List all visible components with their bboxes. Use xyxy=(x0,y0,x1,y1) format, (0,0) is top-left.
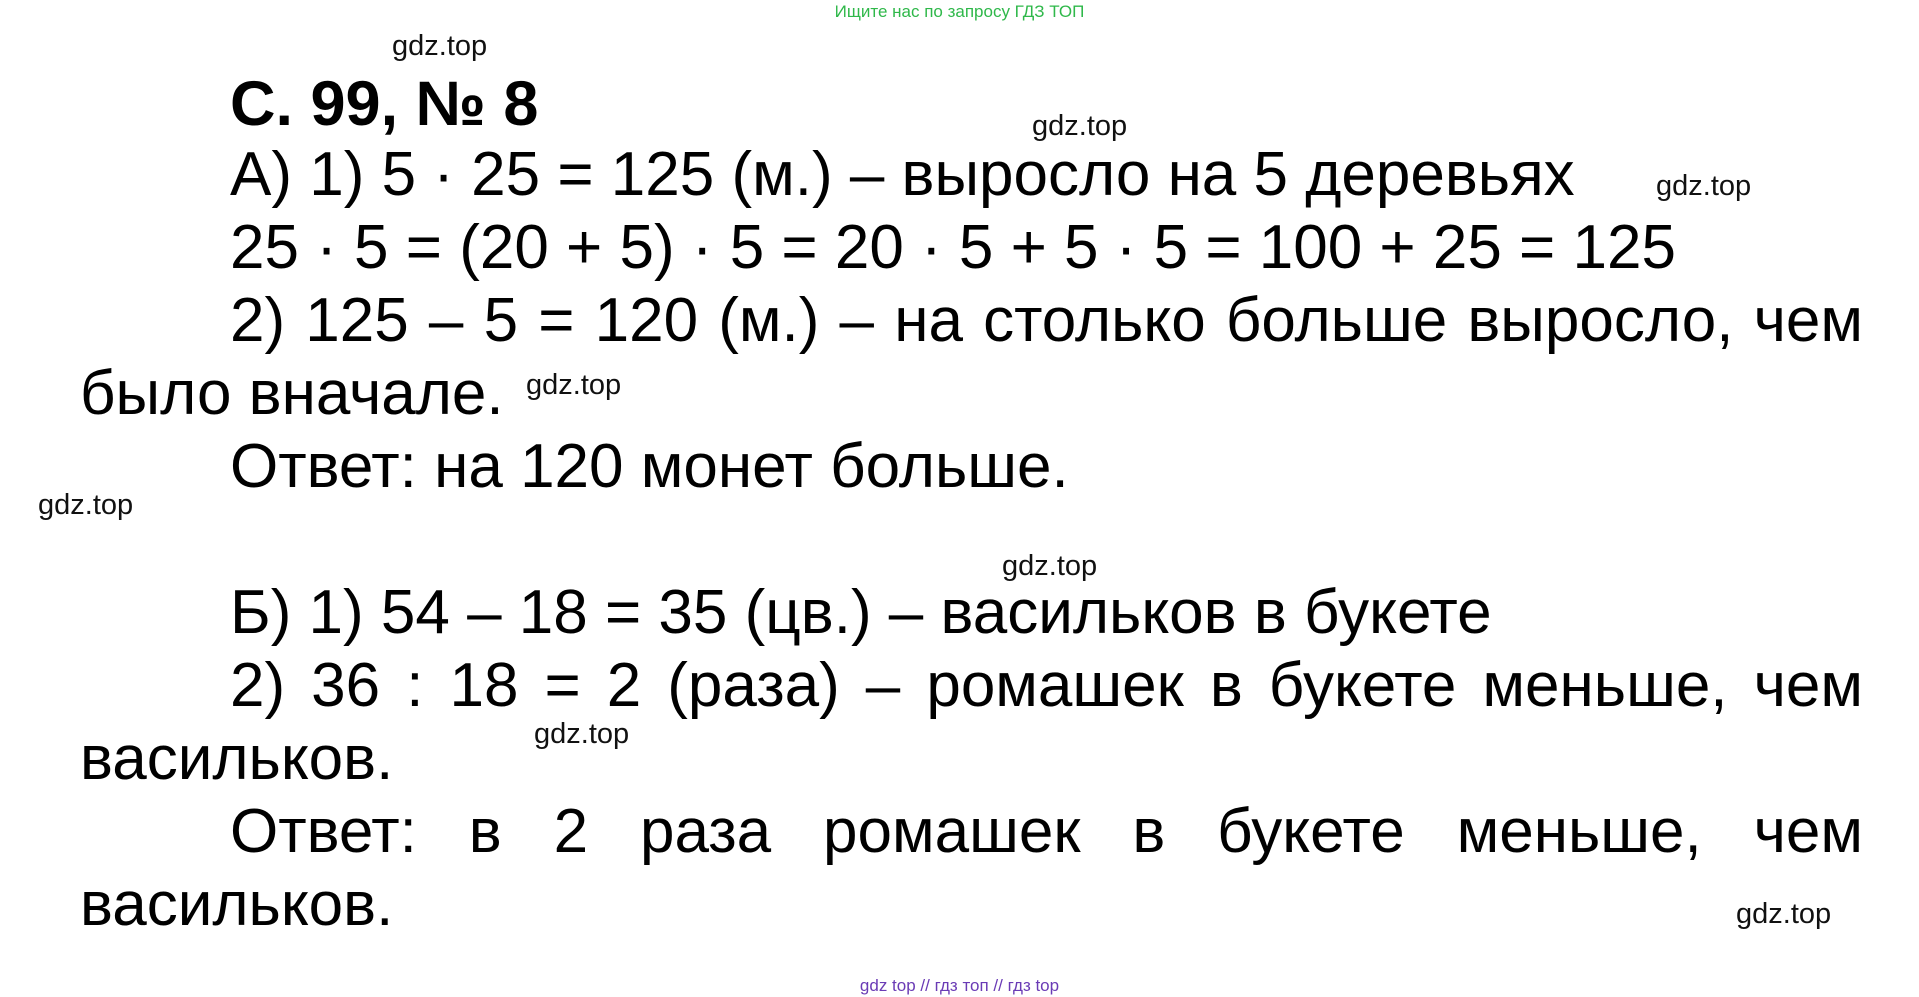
page-title: С. 99, № 8 xyxy=(230,69,539,139)
part-b-step-2-continued: васильков. xyxy=(80,724,394,793)
watermark: gdz.top xyxy=(1032,110,1128,142)
bottom-footer-banner: gdz top // гдз топ // гдз top xyxy=(859,976,1060,995)
part-b-step-2: 2) 36 : 18 = 2 (раза) – ромашек в букете меньше, чем xyxy=(230,651,1863,720)
watermark: gdz.top xyxy=(392,30,488,62)
part-b-answer: Ответ: в 2 раза ромашек в букете меньше, чем xyxy=(230,797,1863,866)
part-a-answer: Ответ: на 120 монет больше. xyxy=(230,432,1069,501)
watermark: gdz.top xyxy=(534,718,630,750)
watermark: gdz.top xyxy=(38,489,134,521)
part-a-step-2-continued: было вначале. xyxy=(80,359,504,428)
watermark: gdz.top xyxy=(1656,170,1752,202)
watermark: gdz.top xyxy=(1736,898,1832,930)
part-a-calculation: 25 · 5 = (20 + 5) · 5 = 20 · 5 + 5 · 5 = 100 + 25 = 125 xyxy=(230,213,1676,282)
part-b-answer-continued: васильков. xyxy=(80,870,394,939)
part-a-step-1: А) 1) 5 · 25 = 125 (м.) – выросло на 5 деревьях xyxy=(230,140,1575,209)
watermark: gdz.top xyxy=(526,369,622,401)
part-a-step-2: 2) 125 – 5 = 120 (м.) – на столько больше выросло, чем xyxy=(230,286,1863,355)
watermark: gdz.top xyxy=(1002,550,1098,582)
top-search-banner: Ищите нас по запросу ГДЗ ТОП xyxy=(834,2,1085,21)
part-b-step-1: Б) 1) 54 – 18 = 35 (цв.) – васильков в букете xyxy=(230,578,1492,647)
